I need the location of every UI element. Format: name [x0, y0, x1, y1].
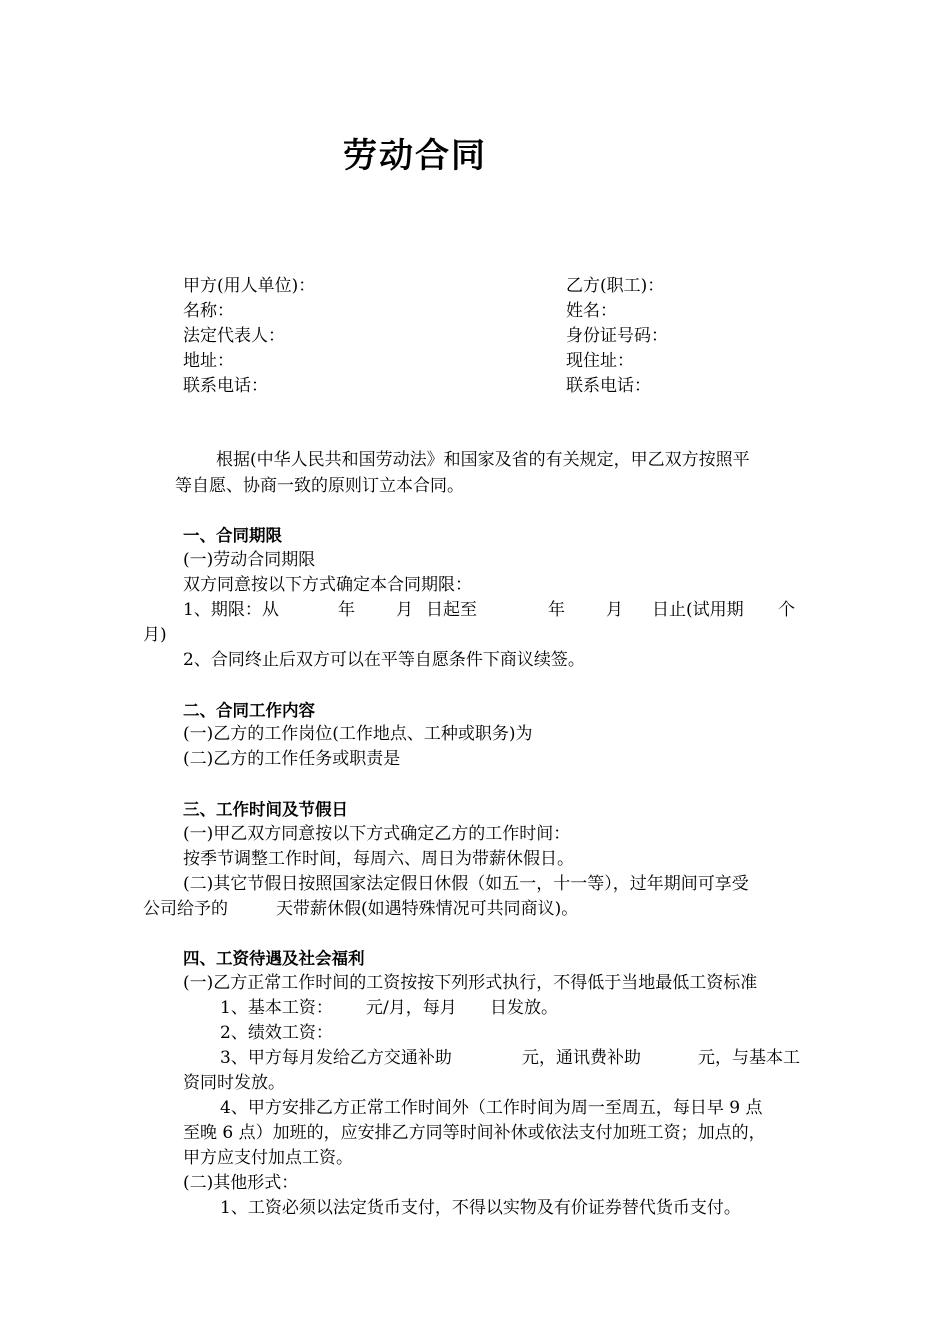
- allowance-post: 元，与基本工: [698, 1048, 800, 1068]
- term-month-2: 月: [606, 600, 623, 620]
- section-3-sub-2-line-2-post: 天带薪休假(如遇特殊情况可共同商议)。: [276, 899, 579, 919]
- party-b-name-label: 姓名：: [566, 301, 617, 321]
- party-b-id-label: 身份证号码：: [566, 326, 668, 346]
- party-a-block: [183, 274, 315, 399]
- overtime-line-1: 4、甲方安排乙方正常工作时间外（工作时间为周一至周五，每日早 9 点: [220, 1098, 763, 1118]
- term-day-2: 日止(试用期: [652, 600, 744, 620]
- section-3-sub-1: (一)甲乙双方同意按以下方式确定乙方的工作时间：: [183, 824, 571, 844]
- term-month-1: 月: [396, 600, 413, 620]
- allowance-pre: 3、甲方每月发给乙方交通补助: [220, 1048, 452, 1068]
- party-a-heading: 甲方(用人单位)：: [183, 276, 316, 296]
- section-3-heading: 三、工作时间及节假日: [183, 800, 348, 819]
- party-a-phone-label: 联系电话：: [183, 376, 268, 396]
- allowance-mid: 元，通讯费补助: [522, 1048, 641, 1068]
- section-3-sub-2-line-2-pre: 公司给予的: [143, 899, 228, 919]
- section-2-sub-2: (二)乙方的工作任务或职责是: [183, 749, 401, 769]
- section-3-sub-2-line-1: (二)其它节假日按照国家法定假日休假（如五一，十一等），过年期间可享受: [183, 874, 749, 894]
- overtime-line-2: 至晚 6 点）加班的，应安排乙方同等时间补休或依法支付加班工资；加点的，: [183, 1123, 766, 1143]
- party-b-heading: 乙方(职工)：: [566, 276, 665, 296]
- section-4-heading: 四、工资待遇及社会福利: [183, 949, 365, 968]
- performance-salary-label: 2、绩效工资：: [220, 1023, 333, 1043]
- section-2-heading: 二、合同工作内容: [183, 701, 315, 720]
- term-year-1: 年: [338, 600, 355, 620]
- term-year-2: 年: [548, 600, 565, 620]
- party-a-rep-label: 法定代表人：: [183, 326, 285, 346]
- section-3-para-1: 按季节调整工作时间，每周六、周日为带薪休假日。: [183, 849, 574, 869]
- base-salary-payday: 日发放。: [490, 998, 558, 1018]
- currency-clause: 1、工资必须以法定货币支付，不得以实物及有价证券替代货币支付。: [220, 1198, 741, 1218]
- term-prefix: 1、期限：从: [183, 600, 279, 620]
- overtime-line-3: 甲方应支付加点工资。: [183, 1148, 353, 1168]
- allowance-wrap: 资同时发放。: [183, 1073, 285, 1093]
- section-1-sub-1: (一)劳动合同期限: [183, 550, 316, 570]
- section-1-para-2: 2、合同终止后双方可以在平等自愿条件下商议续签。: [183, 650, 585, 670]
- document-title: 劳动合同: [343, 136, 487, 176]
- party-b-address-label: 现住址：: [566, 351, 634, 371]
- term-wrap: 月): [143, 625, 167, 645]
- intro-line-1: 根据(中华人民共和国劳动法》和国家及省的有关规定，甲乙双方按照平: [216, 450, 750, 470]
- term-month-count: 个: [778, 600, 795, 620]
- base-salary-unit: 元/月，每月: [366, 998, 457, 1018]
- term-day-1: 日起至: [426, 600, 477, 620]
- section-1-para-1: 双方同意按以下方式确定本合同期限：: [183, 575, 472, 595]
- party-b-block: [566, 274, 668, 399]
- party-b-phone-label: 联系电话：: [566, 376, 651, 396]
- party-a-address-label: 地址：: [183, 351, 234, 371]
- party-a-name-label: 名称：: [183, 301, 234, 321]
- base-salary-label: 1、基本工资：: [220, 998, 333, 1018]
- section-4-sub-1: (一)乙方正常工作时间的工资按按下列形式执行，不得低于当地最低工资标准: [183, 973, 758, 993]
- section-1-heading: 一、合同期限: [183, 526, 282, 545]
- section-2-sub-1: (一)乙方的工作岗位(工作地点、工种或职务)为: [183, 724, 533, 744]
- intro-line-2: 等自愿、协商一致的原则订立本合同。: [175, 476, 464, 496]
- section-4-sub-2: (二)其他形式：: [183, 1173, 299, 1193]
